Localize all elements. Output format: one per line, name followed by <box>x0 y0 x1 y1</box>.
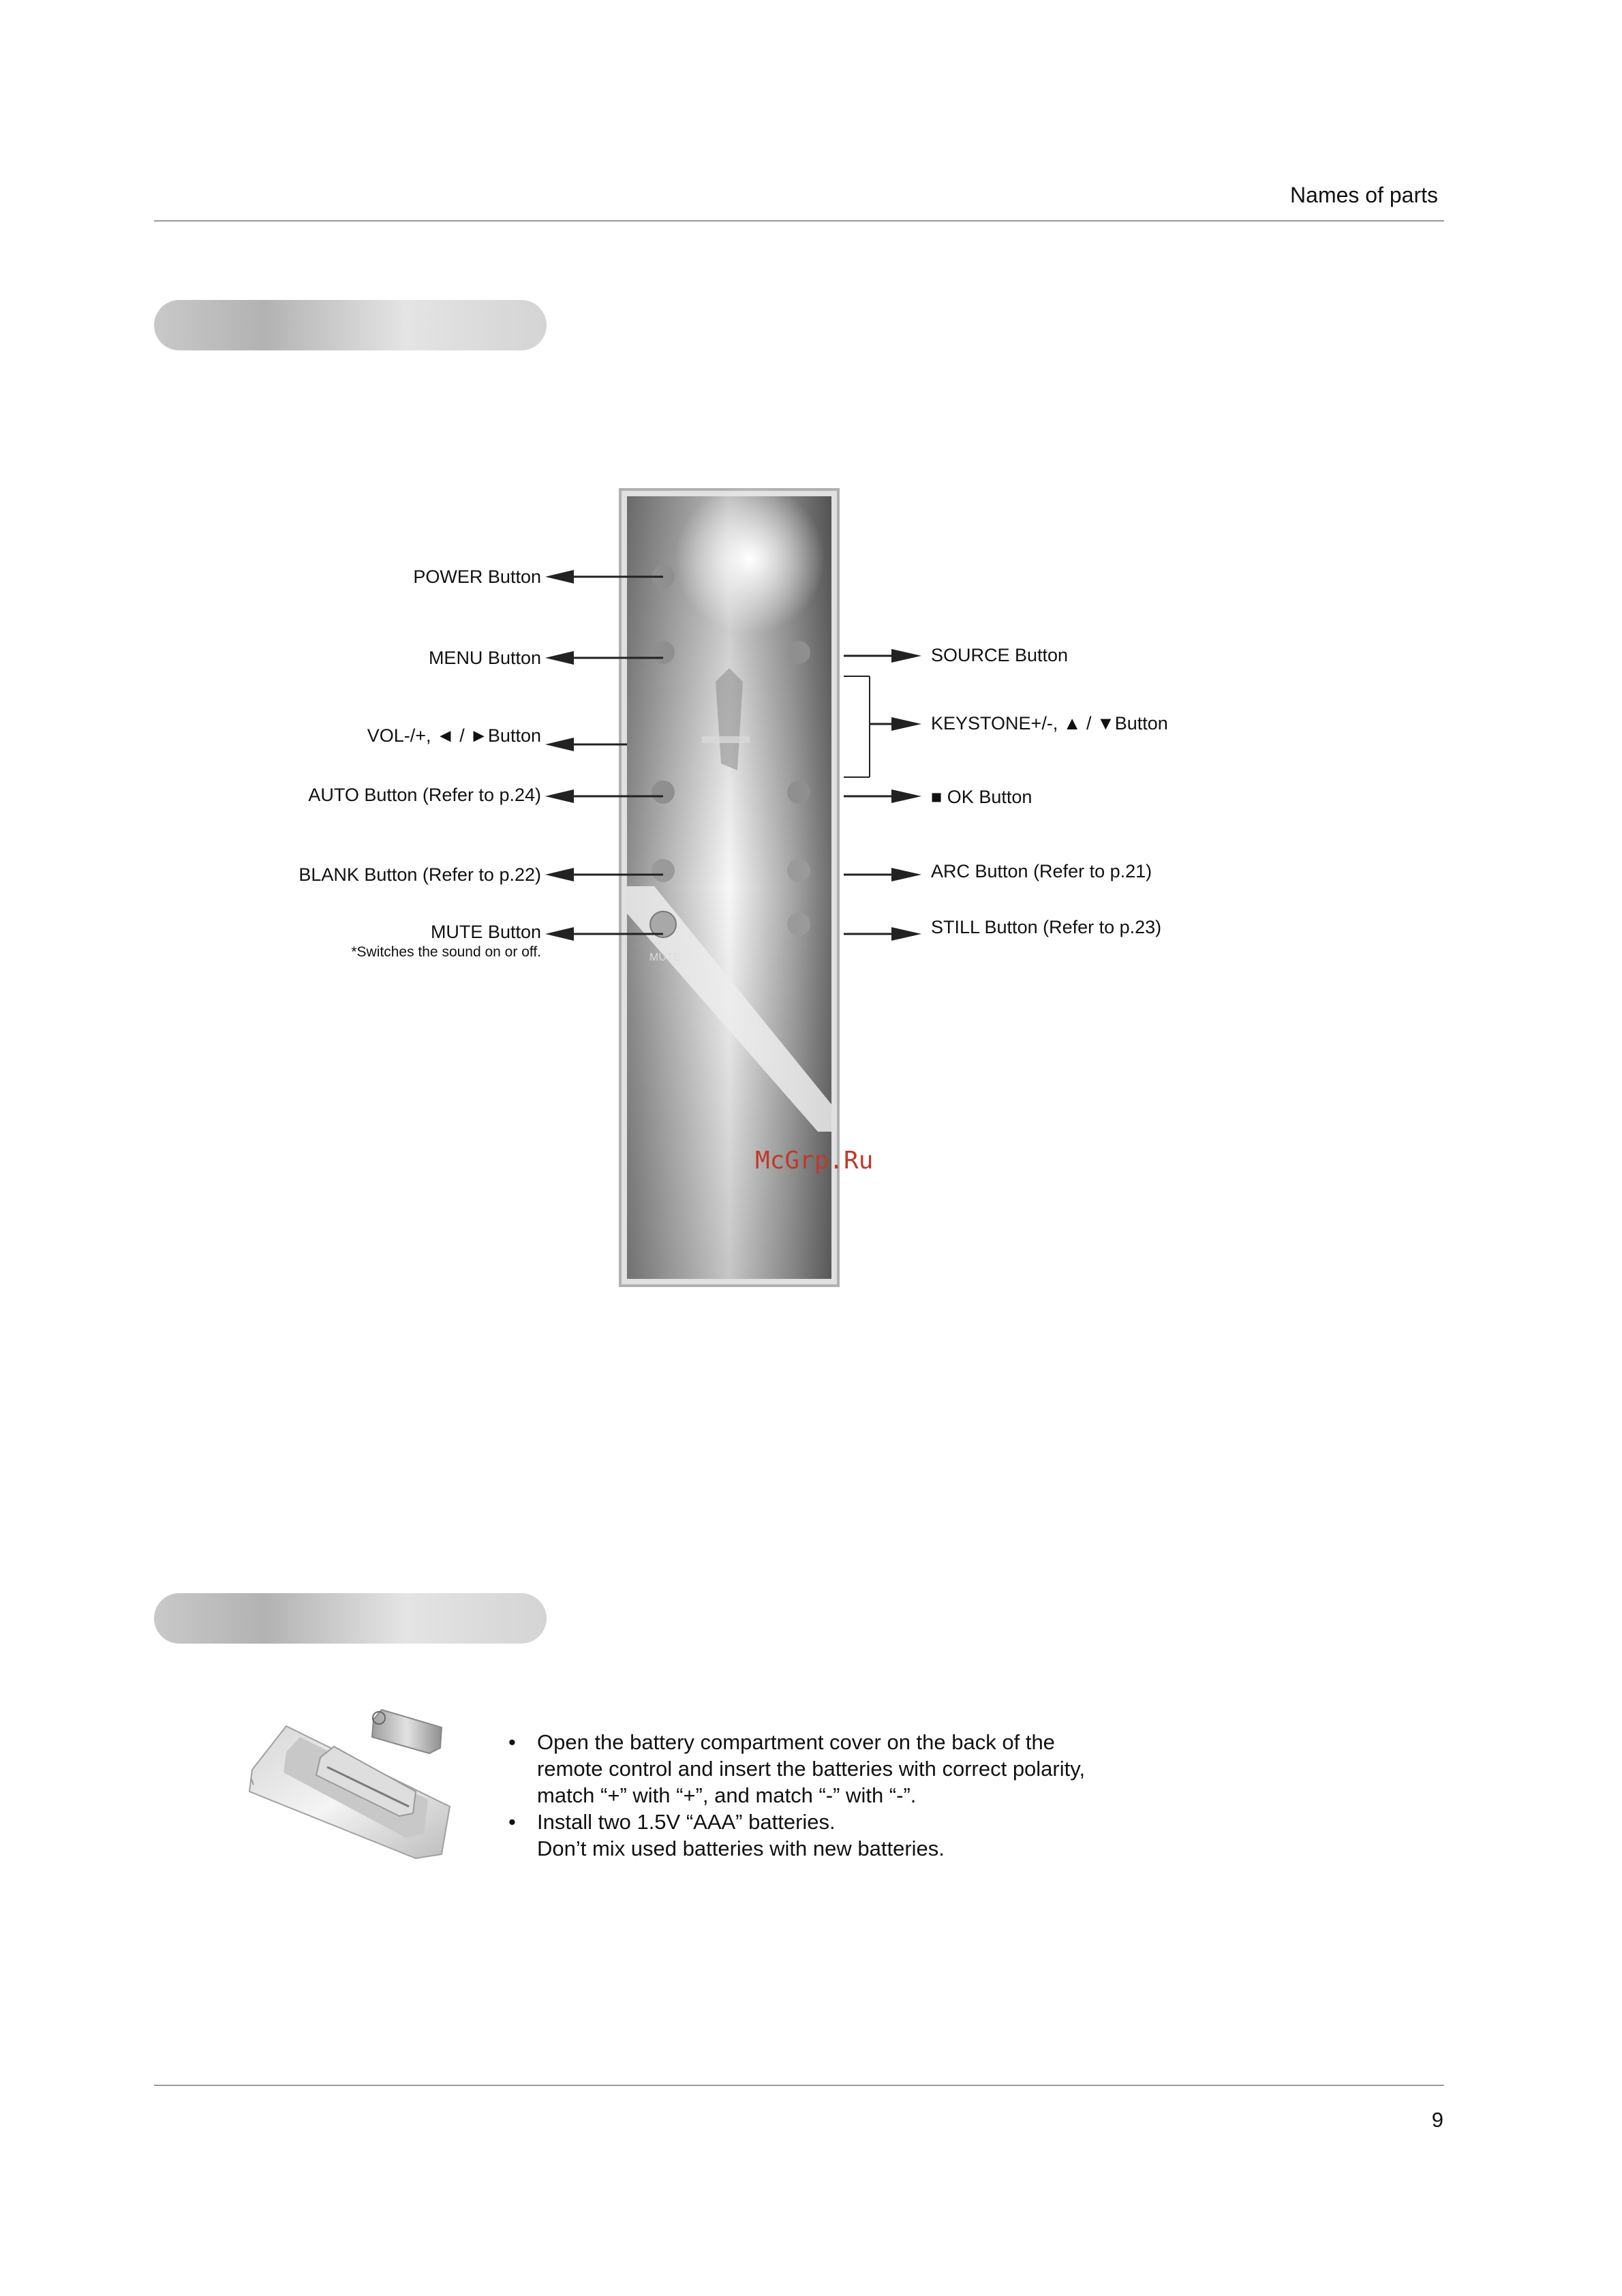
battery-instructions-list <box>508 1729 1085 1862</box>
label-ok-button: ■ OK Button <box>931 787 1032 807</box>
label-source-button: SOURCE Button <box>931 645 1069 665</box>
label-power-button: POWER Button <box>413 567 541 587</box>
label-menu-button: MENU Button <box>428 648 541 668</box>
list-item <box>508 1809 1085 1862</box>
footer-divider <box>154 2085 1444 2086</box>
instruction-line: • Open the battery compartment cover on the back of the <box>537 1730 1055 1754</box>
label-mute-button: MUTE Button <box>430 922 541 942</box>
label-keystone-button: KEYSTONE+/-, ▲ / ▼Button <box>931 713 1168 734</box>
label-auto-button: AUTO Button (Refer to p.24) <box>308 785 541 805</box>
instruction-line: remote control and insert the batteries with correct polarity, <box>537 1757 1086 1781</box>
mute-key-label: MUTE <box>649 952 681 963</box>
section-heading-bar-battery <box>154 1593 547 1644</box>
instruction-line: match “+” with “+”, and match “-” with “-”. <box>537 1783 917 1807</box>
label-still-button: STILL Button (Refer to p.23) <box>931 917 1162 937</box>
watermark-text: McGrp.Ru <box>755 1147 874 1175</box>
label-blank-button: BLANK Button (Refer to p.22) <box>299 864 541 885</box>
mute-note: *Switches the sound on or off. <box>351 944 541 960</box>
list-item <box>508 1729 1085 1809</box>
label-arc-button: ARC Button (Refer to p.21) <box>931 861 1152 881</box>
instruction-line: • Install two 1.5V “AAA” batteries. <box>537 1810 836 1834</box>
instruction-line: Don’t mix used batteries with new batteries. <box>537 1837 945 1860</box>
section-header-title: Names of parts <box>1290 183 1438 207</box>
page-number: 9 <box>1431 2108 1443 2132</box>
label-volume-button: VOL-/+, ◄ / ►Button <box>367 725 541 746</box>
battery-installation-illustration <box>245 1704 484 1875</box>
